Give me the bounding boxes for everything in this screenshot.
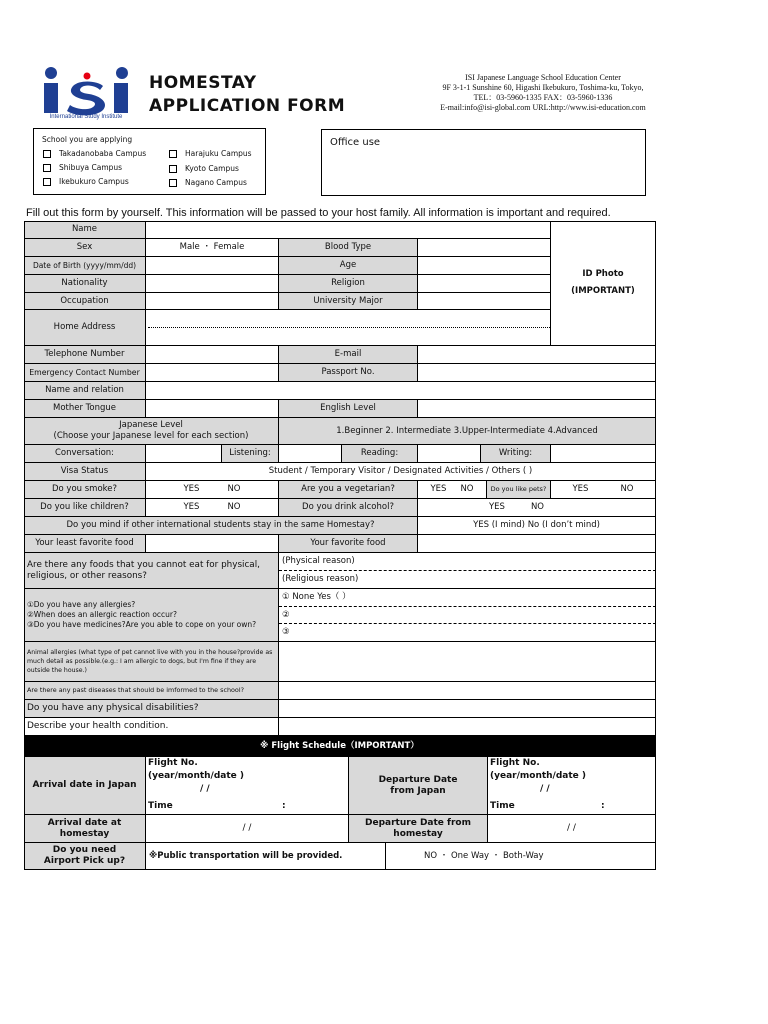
name-label: Name [24, 221, 146, 239]
writing-field[interactable] [551, 445, 656, 463]
blood-type-field[interactable] [418, 239, 551, 257]
campus-takadanobaba-checkbox[interactable]: Takadanobaba Campus [43, 149, 146, 158]
smoke-options[interactable]: YES NO [146, 481, 279, 499]
allergy-answer-3[interactable]: ③ [279, 624, 656, 642]
campus-harajuku-checkbox[interactable]: Harajuku Campus [169, 149, 252, 158]
arrival-homestay-date[interactable]: / / [146, 815, 349, 843]
past-diseases-label: Are there any past diseases that should be imformed to the school? [24, 682, 279, 700]
office-use-label: Office use [330, 137, 381, 148]
email-label: E-mail [279, 346, 418, 364]
children-options[interactable]: YES NO [146, 499, 279, 517]
logo-subtitle: International Study Institute [49, 114, 123, 120]
smoke-label: Do you smoke? [24, 481, 146, 499]
writing-label: Writing: [481, 445, 551, 463]
japanese-level-label: Japanese Level (Choose your Japanese level for each section) [24, 418, 279, 445]
nationality-label: Nationality [24, 275, 146, 293]
religion-field[interactable] [418, 275, 551, 293]
emergency-field[interactable] [146, 364, 279, 382]
passport-label: Passport No. [279, 364, 418, 382]
cannot-eat-label: Are there any foods that you cannot eat for physical, religious, or other reasons? [24, 553, 279, 589]
favorite-food-field[interactable] [418, 535, 656, 553]
visa-status-label: Visa Status [24, 463, 146, 481]
religious-reason-field[interactable]: (Religious reason) [279, 571, 656, 589]
public-transport-note: ※Public transportation will be provided. [146, 843, 386, 870]
telephone-label: Telephone Number [24, 346, 146, 364]
least-favorite-food-label: Your least favorite food [24, 535, 146, 553]
name-relation-field[interactable] [146, 382, 656, 400]
campus-shibuya-checkbox[interactable]: Shibuya Campus [43, 163, 122, 172]
school-contact: ISI Japanese Language School Education Center 9F 3-1-1 Sunshine 60, Higashi Ikebukuro, Toshima-ku, Tokyo, TEL：03-5960-1335 FAX：03-5960-1336 E-mail:info@isi-global.com URL:http://www.isi-education.com [440, 73, 646, 112]
english-level-field[interactable] [418, 400, 656, 418]
campus-ikebukuro-checkbox[interactable]: Ikebukuro Campus [43, 177, 129, 186]
allergy-answer-2[interactable]: ② [279, 607, 656, 624]
arrival-japan-flight[interactable]: Flight No. (year/month/date ) / / Time : [146, 757, 349, 815]
least-favorite-food-field[interactable] [146, 535, 279, 553]
japanese-level-options: 1.Beginner 2. Intermediate 3.Upper-Intermediate 4.Advanced [279, 418, 656, 445]
vegetarian-options[interactable]: YES NO [418, 481, 487, 499]
application-form-table [24, 221, 656, 870]
dob-label: Date of Birth (yyyy/mm/dd) [24, 257, 146, 275]
major-label: University Major [279, 293, 418, 310]
physical-reason-field[interactable]: (Physical reason) [279, 553, 656, 571]
disabilities-label: Do you have any physical disabilities? [24, 700, 279, 718]
campus-kyoto-checkbox[interactable]: Kyoto Campus [169, 164, 239, 173]
home-address-field[interactable] [146, 310, 551, 346]
animal-allergies-field[interactable] [279, 642, 656, 682]
reading-field[interactable] [418, 445, 481, 463]
age-field[interactable] [418, 257, 551, 275]
dob-field[interactable] [146, 257, 279, 275]
flight-schedule-header: ※ Flight Schedule（IMPORTANT） [24, 736, 656, 757]
arrival-japan-label: Arrival date in Japan [24, 757, 146, 815]
visa-status-options[interactable]: Student / Temporary Visitor / Designated Activities / Others ( ) [146, 463, 656, 481]
past-diseases-field[interactable] [279, 682, 656, 700]
health-condition-field[interactable] [279, 718, 656, 736]
form-title: HOMESTAY APPLICATION FORM [149, 73, 346, 116]
home-address-label: Home Address [24, 310, 146, 346]
name-field[interactable] [146, 221, 551, 239]
campus-selection-box [33, 128, 266, 195]
english-level-label: English Level [279, 400, 418, 418]
age-label: Age [279, 257, 418, 275]
children-label: Do you like children? [24, 499, 146, 517]
conversation-field[interactable] [146, 445, 222, 463]
name-relation-label: Name and relation [24, 382, 146, 400]
address-divider [148, 327, 550, 328]
email-field[interactable] [418, 346, 656, 364]
conversation-label: Conversation: [24, 445, 146, 463]
occupation-label: Occupation [24, 293, 146, 310]
campus-label: School you are applying [42, 135, 133, 144]
mother-tongue-label: Mother Tongue [24, 400, 146, 418]
alcohol-label: Do you drink alcohol? [279, 499, 418, 517]
mind-students-options[interactable]: YES (I mind) No (I don’t mind) [418, 517, 656, 535]
campus-nagano-checkbox[interactable]: Nagano Campus [169, 178, 247, 187]
emergency-label: Emergency Contact Number [24, 364, 146, 382]
passport-field[interactable] [418, 364, 656, 382]
blood-type-label: Blood Type [279, 239, 418, 257]
animal-allergies-label: Animal allergies (what type of pet cannot live with you in the house?provide as much detail as possible.(e.g.: I am allergic to dogs, but I'm fine if they are outside the house.) [24, 642, 279, 682]
nationality-field[interactable] [146, 275, 279, 293]
office-use-box [321, 129, 646, 196]
pets-label: Do you like pets? [487, 481, 551, 499]
listening-label: Listening: [222, 445, 279, 463]
intro-text: Fill out this form by yourself. This information will be passed to your host family. All information is important and required. [26, 207, 611, 219]
departure-japan-flight[interactable]: Flight No. (year/month/date ) / / Time : [488, 757, 656, 815]
religion-label: Religion [279, 275, 418, 293]
sex-label: Sex [24, 239, 146, 257]
airport-pickup-label: Do you need Airport Pick up? [24, 843, 146, 870]
departure-japan-label: Departure Date from Japan [349, 757, 488, 815]
allergy-answer-1[interactable]: ① None Yes（ ） [279, 589, 656, 607]
pets-options[interactable]: YES NO [551, 481, 656, 499]
departure-homestay-date[interactable]: / / [488, 815, 656, 843]
listening-field[interactable] [279, 445, 342, 463]
departure-homestay-label: Departure Date from homestay [349, 815, 488, 843]
mind-students-label: Do you mind if other international students stay in the same Homestay? [24, 517, 418, 535]
favorite-food-label: Your favorite food [279, 535, 418, 553]
vegetarian-label: Are you a vegetarian? [279, 481, 418, 499]
sex-options[interactable]: Male ・ Female [146, 239, 279, 257]
health-condition-label: Describe your health condition. [24, 718, 279, 736]
reading-label: Reading: [342, 445, 418, 463]
disabilities-field[interactable] [279, 700, 656, 718]
allergies-label: ①Do you have any allergies? ②When does an allergic reaction occur? ③Do you have medicines?Are you able to cope on your own? [24, 589, 279, 642]
telephone-field[interactable] [146, 346, 279, 364]
arrival-homestay-label: Arrival date at homestay [24, 815, 146, 843]
mother-tongue-field[interactable] [146, 400, 279, 418]
airport-pickup-options[interactable]: NO ・ One Way ・ Both-Way [386, 843, 656, 870]
major-field[interactable] [418, 293, 551, 310]
alcohol-options[interactable]: YES NO [418, 499, 656, 517]
id-photo-area[interactable]: ID Photo (IMPORTANT) [551, 221, 656, 346]
occupation-field[interactable] [146, 293, 279, 310]
